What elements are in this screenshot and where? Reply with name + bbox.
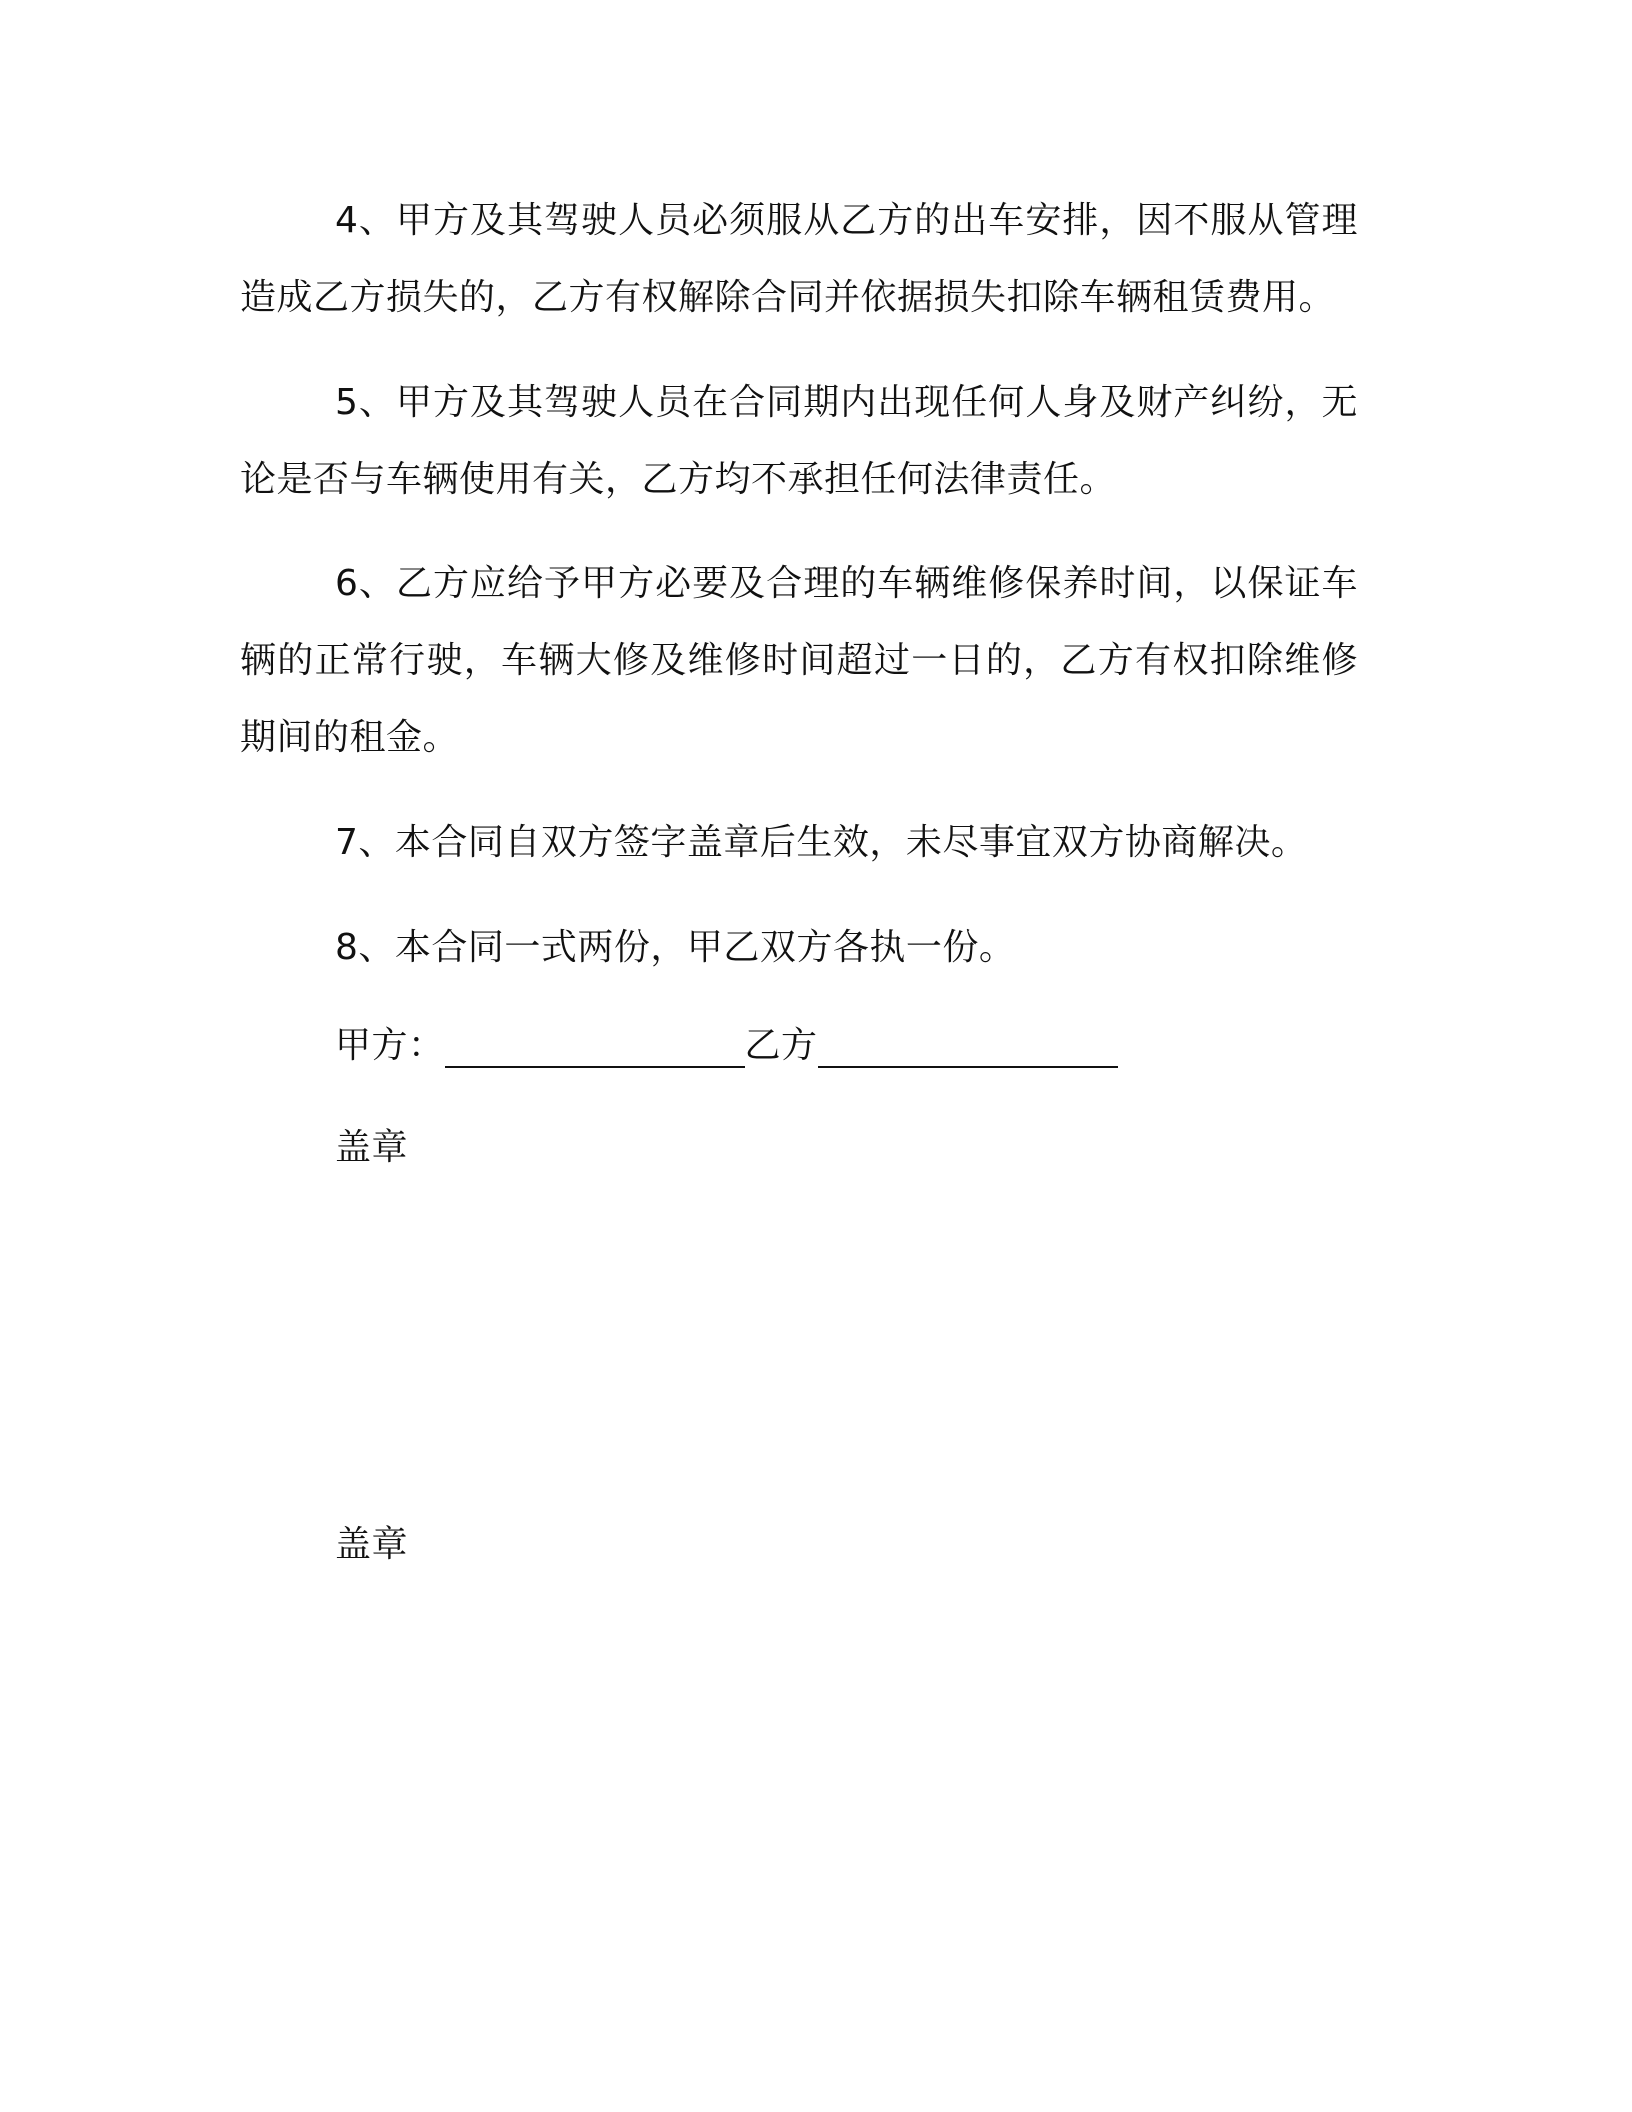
signature-line [335,1016,1118,1076]
clause-4: 4、甲方及其驾驶人员必须服从乙方的出车安排，因不服从管理造成乙方损失的，乙方有权解除合同并依据损失扣除车辆租赁费用。 [240,200,1358,318]
party-b-label: 乙方 [744,1025,818,1066]
party-a-label: 甲方： [335,1025,445,1066]
clause-7: 7、本合同自双方签字盖章后生效，未尽事宜双方协商解决。 [335,822,1308,863]
clause-5: 5、甲方及其驾驶人员在合同期内出现任何人身及财产纠纷，无论是否与车辆使用有关，乙方均不承担任何法律责任。 [240,382,1358,500]
seal-label-party-b: 盖章 [335,1524,409,1565]
clause-6: 6、乙方应给予甲方必要及合理的车辆维修保养时间，以保证车辆的正常行驶，车辆大修及维修时间超过一日的，乙方有权扣除维修期间的租金。 [240,563,1358,758]
party-a-signature-blank [445,1026,745,1068]
clause-8: 8、本合同一式两份，甲乙双方各执一份。 [335,927,1016,968]
seal-label-party-a: 盖章 [335,1127,409,1168]
party-b-signature-blank [818,1026,1118,1068]
